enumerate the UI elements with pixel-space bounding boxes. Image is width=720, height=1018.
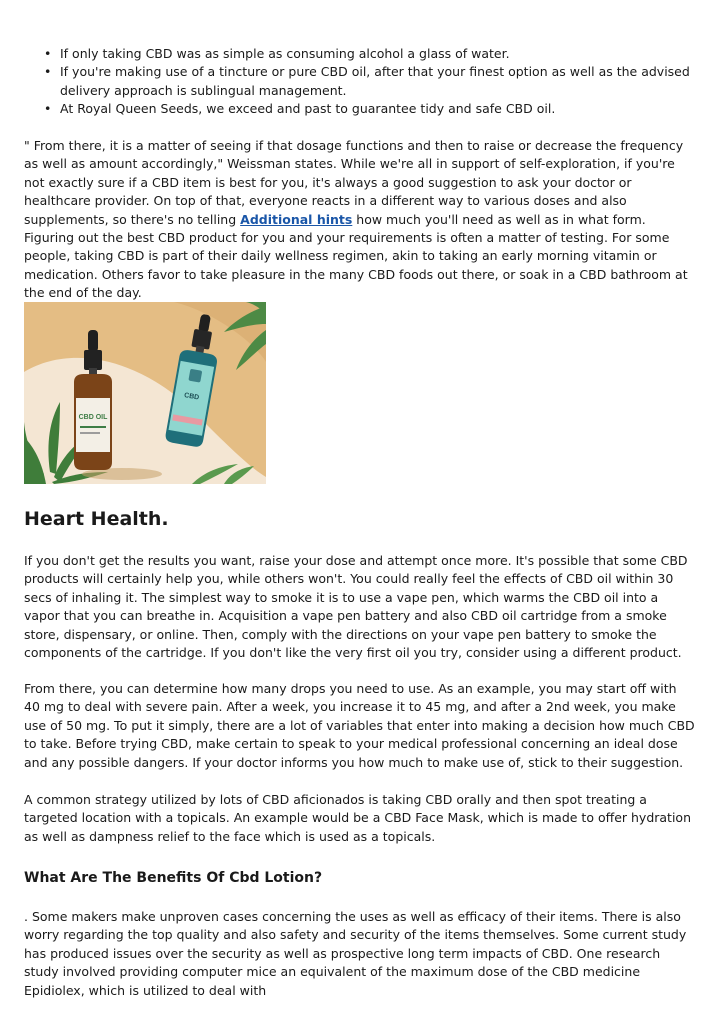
paragraph-makers: . Some makers make unproven cases concerning the uses as well as efficacy of their items. There is also worry regarding the top quality and also safety and security of the items themselves. Some current study has produced issues over the security as well as prospective long term impacts of CBD. One research study involved providing computer mice an equivalent of the maximum dose of the CBD medicine Epidiolex, which is utilized to deal with — [24, 909, 687, 998]
bullet-item: • If you're making use of a tincture or pure CBD oil, after that your finest option as well as the advised delivery approach is sublingual management. — [44, 63, 694, 100]
additional-hints-link[interactable]: Additional hints — [240, 211, 353, 227]
paragraph-dosage — [24, 137, 696, 303]
paragraph-topicals: A common strategy utilized by lots of CBD aficionados is taking CBD orally and then spot treating a targeted location with a topicals. An example would be a CBD Face Mask, which is made to offer hydration as well as dampness relief to the face which is used as a topicals. — [24, 792, 691, 844]
bullet-list — [44, 45, 694, 119]
paragraph-drops: From there, you can determine how many drops you need to use. As an example, you may start off with 40 mg to deal with severe pain. After a week, you increase it to 45 mg, and after a 2nd week, you make use of 50 mg. To put it simply, there are a lot of variables that enter into making a decision how much CBD to take. Before trying CBD, make certain to speak to your medical professional concerning an ideal dose and any possible dangers. If your doctor informs you how much to make use of, stick to their suggestion. — [24, 681, 695, 770]
paragraph-text: how much you'll need as well as in what form. Figuring out the best CBD product for you and your requirements is often a matter of testing. For some people, taking CBD is part of their daily wellness regimen, akin to taking an early morning vitamin or medication. Others favor to take pleasure in the many CBD foods out there, or soak in a CBD bathroom at the end of the day. — [24, 211, 688, 301]
bullet-item: • If only taking CBD was as simple as consuming alcohol a glass of water. — [44, 45, 694, 63]
cbd-product-photo — [24, 302, 266, 484]
heading-heart-health: Heart Health. — [24, 508, 169, 530]
bottle-left-label: CBD OIL — [78, 414, 108, 421]
bullet-item: • At Royal Queen Seeds, we exceed and past to guarantee tidy and safe CBD oil. — [44, 100, 694, 118]
heading-benefits: What Are The Benefits Of Cbd Lotion? — [24, 870, 323, 886]
paragraph-text: " From there, it is a matter of seeing if that dosage functions and then to raise or decrease the frequency as well as amount accordingly," Weissman states. While we're all in support of self-exploration, if you're not exactly sure if a CBD item is best for you, it's always a good suggestion to ask your doctor or healthcare provider. On top of that, everyone reacts in a different way to various doses and also supplements, so there's no telling — [24, 138, 684, 227]
paragraph-vape: If you don't get the results you want, raise your dose and attempt once more. It's possible that some CBD products will certainly help you, while others won't. You could really feel the effects of CBD oil within 30 secs of inhaling it. The simplest way to smoke it is to use a vape pen, which warms the CBD oil into a vapor that you can breathe in. Acquisition a vape pen battery and also CBD oil cartridge from a smoke store, dispensary, or online. Then, comply with the directions on your vape pen battery to smoke the components of the cartridge. If you don't like the very first oil you try, consider using a different product. — [24, 553, 688, 661]
bottle-right-label: CBD — [183, 392, 200, 402]
